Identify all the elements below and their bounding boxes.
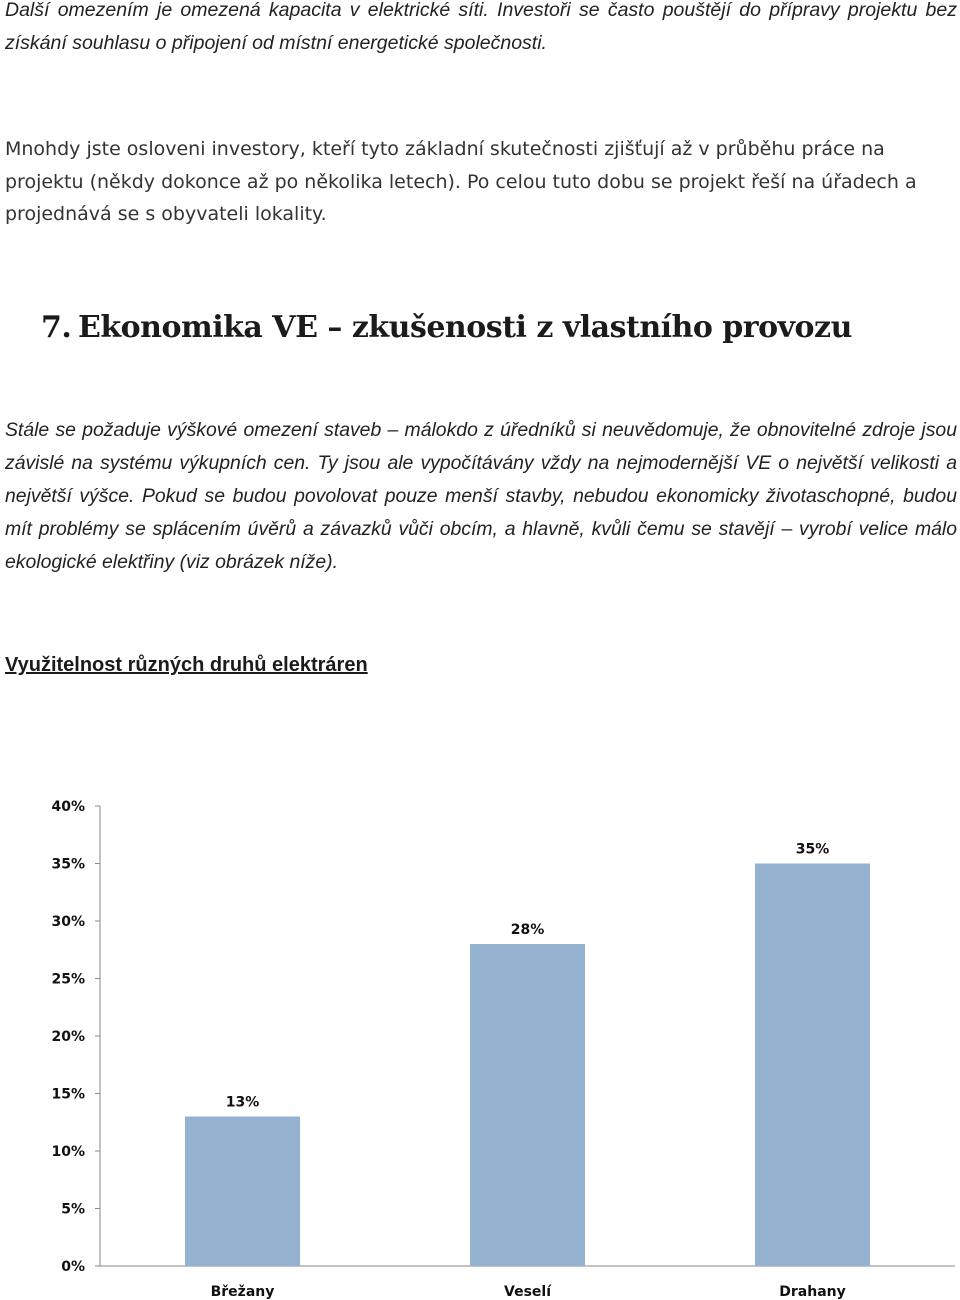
data-label: 35% xyxy=(795,841,830,858)
y-tick-labels xyxy=(51,799,100,1275)
paragraph-investors: Mnohdy jste osloveni investory, kteří tyto základní skutečnosti zjišťují až v průběhu práce na projektu (někdy dokonce až po několika letech). Po celou tuto dobu se projekt řeší na úřadech a projednává se s obyvateli lokality. xyxy=(5,138,917,225)
category-label: Břežany xyxy=(210,1284,275,1300)
paragraph-capacity: Další omezením je omezená kapacita v elektrické síti. Investoři se často pouštějí do přípravy projektu bez získání souhlasu o připojení od místní energetické společnosti. xyxy=(5,0,957,54)
category-label: Drahany xyxy=(779,1284,846,1300)
y-tick-label: 15% xyxy=(51,1086,85,1103)
data-label: 28% xyxy=(510,922,545,938)
bar-3 xyxy=(755,864,870,1267)
y-tick-label: 20% xyxy=(51,1029,85,1045)
bar-1 xyxy=(185,1117,300,1267)
section-heading-text: Ekonomika VE – zkušenosti z vlastního provozu xyxy=(78,310,852,345)
category-labels xyxy=(211,1284,846,1300)
bar-2 xyxy=(470,944,585,1266)
section-number: 7. xyxy=(41,310,72,345)
paragraph-height-limits: Stále se požaduje výškové omezení staveb – málokdo z úředníků si neuvědomuje, že obnovitelné zdroje jsou závislé na systému výkupních cen. Ty jsou ale vypočítávány vždy na nejmodernější VE o největší velikosti a největší výšce. Pokud se budou povolovat pouze menší stavby, nebudou ekonomicky životaschopné, budou mít problémy se splácením úvěrů a závazků vůči obcím, a hlavně, kvůli čemu se stavějí – vyrobí velice málo ekologické elektřiny (viz obrázek níže). xyxy=(5,419,957,573)
section-heading xyxy=(41,310,852,345)
y-tick-label: 25% xyxy=(51,971,85,988)
chart-title: Využitelnost různých druhů elektráren xyxy=(5,654,368,676)
bar-chart xyxy=(0,780,960,1300)
y-tick-label: 40% xyxy=(51,799,85,815)
category-label: Veselí xyxy=(504,1284,551,1300)
y-tick-label: 10% xyxy=(51,1144,85,1160)
data-label: 13% xyxy=(225,1094,260,1111)
y-tick-label: 5% xyxy=(61,1201,85,1218)
y-tick-label: 0% xyxy=(61,1259,85,1275)
y-tick-label: 30% xyxy=(51,914,85,930)
y-tick-label: 35% xyxy=(51,856,85,873)
